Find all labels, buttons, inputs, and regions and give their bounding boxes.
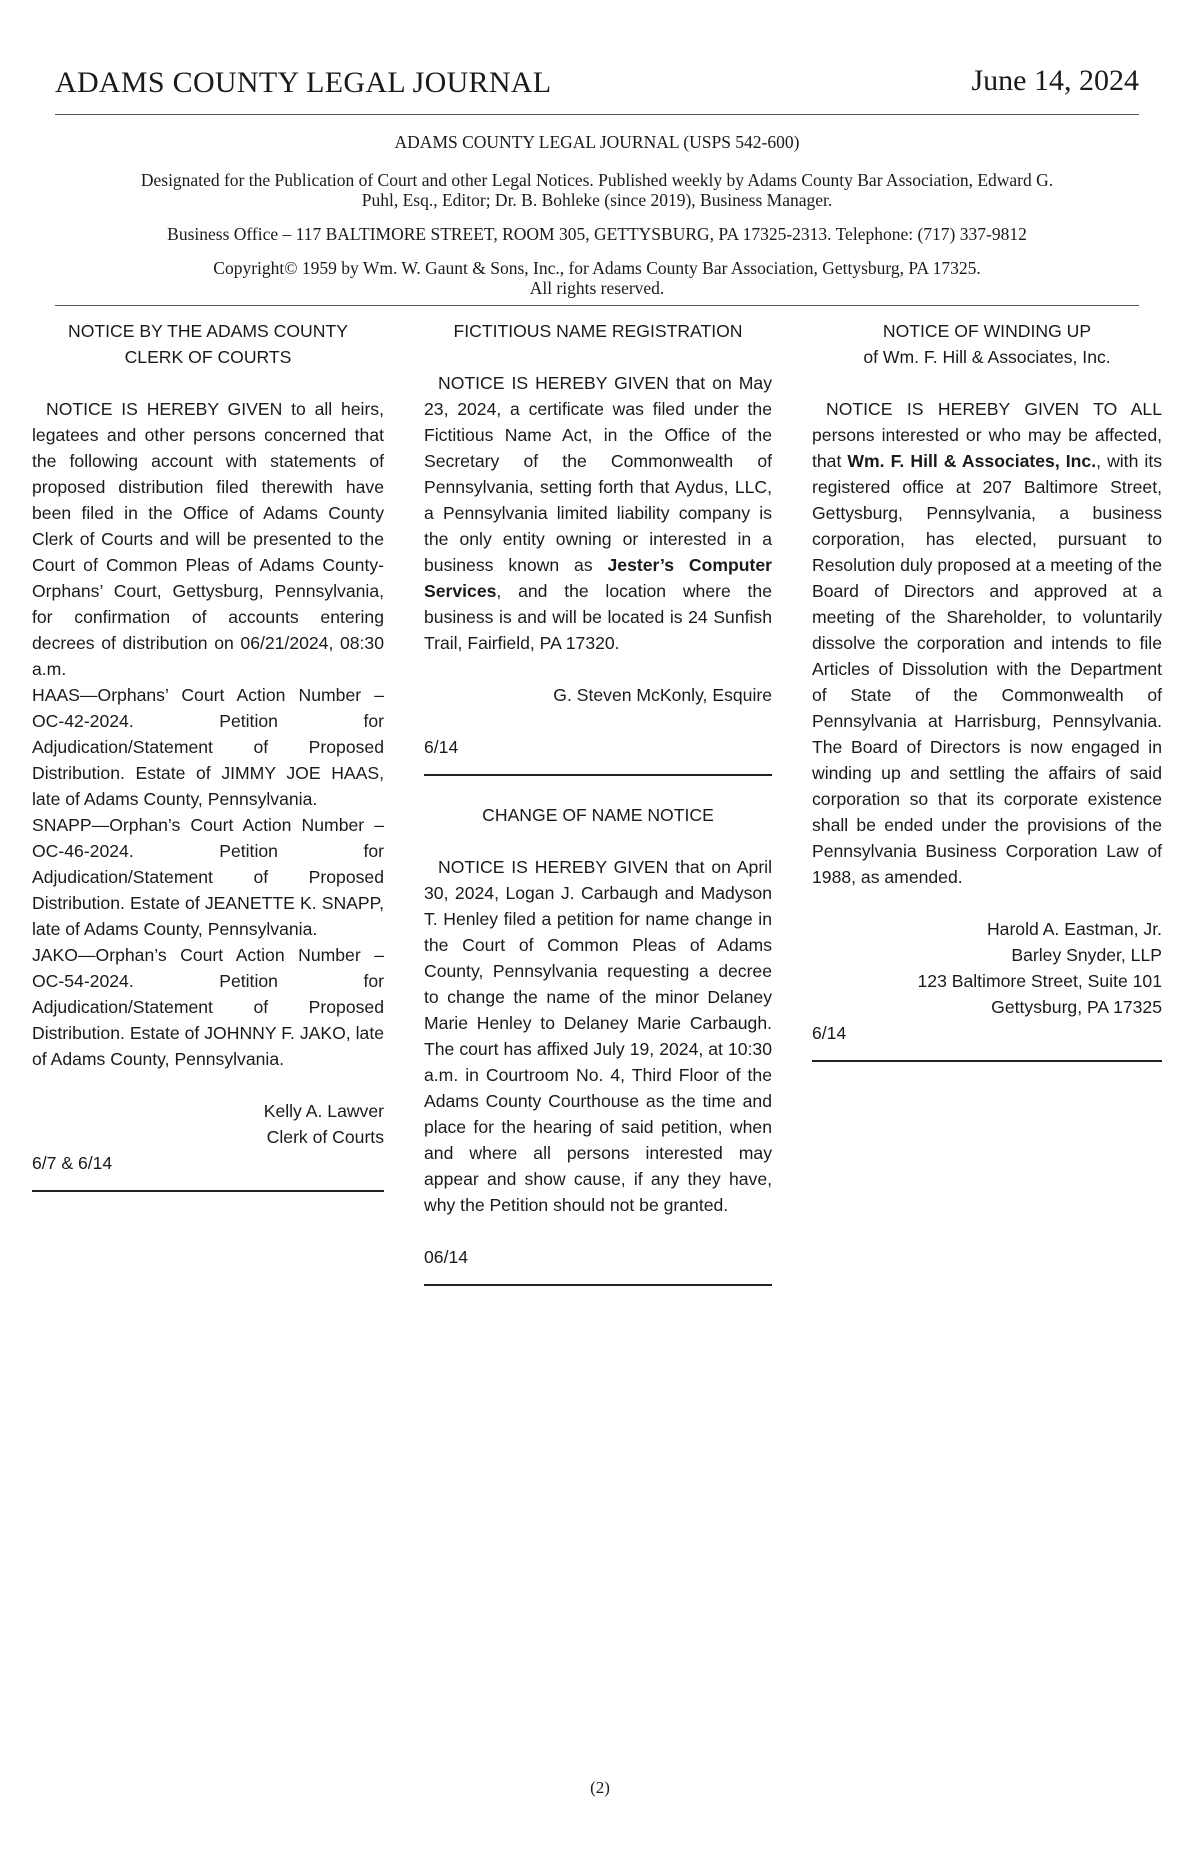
notice-name-change-end-rule — [424, 1284, 772, 1286]
notice-fictitious-heading: FICTITIOUS NAME REGISTRATION — [453, 321, 743, 341]
notice-winding-up-signer-firm: Barley Snyder, LLP — [1011, 945, 1162, 965]
notice-name-change-body: NOTICE IS HEREBY GIVEN that on April 30, 2024, Logan J. Carbaugh and Madyson T. Henley filed a petition for name change in the Court of Common Pleas of Adams County, Pennsylvania requesting a decree to change the name of the minor Delaney Marie Henley to Delaney Marie Carbaugh. The court has affixed July 19, 2024, at 10:30 a.m. in Courtroom No. 4, Third Floor of the Adams County Courthouse as the time and place for the hearing of said petition, when and where all persons interested may appear and show cause, if any they have, why the Petition should not be granted. — [424, 857, 772, 1215]
notice-winding-up-heading-line2: of Wm. F. Hill & Associates, Inc. — [863, 347, 1111, 367]
journal-title: ADAMS COUNTY LEGAL JOURNAL — [55, 66, 552, 99]
masthead-rule — [55, 305, 1139, 306]
notice-winding-up-dates: 6/14 — [812, 1023, 847, 1043]
notice-clerk-of-courts — [32, 318, 384, 1192]
notice-fictitious-body-after: , and the location where the business is and will be located is 24 Sunfish Trail, Fairfield, PA 17320. — [424, 581, 772, 653]
notice-name-change-dates: 06/14 — [424, 1247, 469, 1267]
notice-clerk-dates: 6/7 & 6/14 — [32, 1153, 113, 1173]
notice-fictitious-business-name: Jester’s Computer Services — [424, 555, 772, 601]
notice-winding-up-heading-line1: NOTICE OF WINDING UP — [882, 321, 1092, 341]
notice-winding-up-signer-address2: Gettysburg, PA 17325 — [991, 997, 1162, 1017]
notice-clerk-body: NOTICE IS HEREBY GIVEN to all heirs, legatees and other persons concerned that the following account with statements of proposed distribution filed therewith have been filed in the Office of Adams County Clerk of Courts and will be presented to the Court of Common Pleas of Adams County-Orphans’ Court, Gettysburg, Pennsylvania, for confirmation of accounts entering decrees of distribution on 06/21/2024, 08:30 a.m. — [32, 399, 384, 679]
issue-date: June 14, 2024 — [971, 64, 1139, 97]
notice-winding-up-end-rule — [812, 1060, 1162, 1062]
masthead — [55, 132, 1139, 312]
notice-clerk-heading-line1: NOTICE BY THE ADAMS COUNTY — [68, 321, 348, 341]
masthead-copyright-line2: All rights reserved. — [529, 278, 665, 298]
masthead-publication: ADAMS COUNTY LEGAL JOURNAL (USPS 542-600) — [394, 132, 800, 152]
masthead-designation-line1: Designated for the Publication of Court and other Legal Notices. Published weekly by Adams County Bar Association, Edward G. — [140, 170, 1054, 190]
notice-fictitious-body — [424, 370, 772, 656]
masthead-designation-line2: Puhl, Esq., Editor; Dr. B. Bohleke (since 2019), Business Manager. — [361, 190, 833, 210]
notice-clerk-heading-line2: CLERK OF COURTS — [124, 347, 292, 367]
masthead-copyright-line1: Copyright© 1959 by Wm. W. Gaunt & Sons, Inc., for Adams County Bar Association, Gettysburg, PA 17325. — [213, 258, 981, 278]
notice-clerk-entry-snapp: SNAPP—Orphan’s Court Action Number – OC-46-2024. Petition for Adjudication/Statement of Proposed Distribution. Estate of JEANETTE K. SNAPP, late of Adams County, Pennsylvania. — [32, 815, 384, 939]
notice-winding-up-signer-name: Harold A. Eastman, Jr. — [986, 919, 1162, 939]
notice-winding-up-body-before: NOTICE IS HEREBY GIVEN TO ALL persons interested or who may be affected, that — [812, 399, 1162, 471]
notice-clerk-signer-name: Kelly A. Lawver — [263, 1101, 384, 1121]
page-number: (2) — [590, 1778, 610, 1797]
notice-clerk-entry-jako: JAKO—Orphan’s Court Action Number – OC-54-2024. Petition for Adjudication/Statement of Proposed Distribution. Estate of JOHNNY F. JAKO, late of Adams County, Pennsylvania. — [32, 945, 384, 1069]
notice-winding-up-body-after: , with its registered office at 207 Baltimore Street, Gettysburg, Pennsylvania, a business corporation, has elected, pursuant to Resolution duly proposed at a meeting of the Board of Directors and approved at a meeting of the Shareholder, to voluntarily dissolve the corporation and intends to file Articles of Dissolution with the Department of State of the Commonwealth of Pennsylvania at Harrisburg, Pennsylvania. The Board of Directors is now engaged in winding up and settling the affairs of said corporation so that its corporate existence shall be ended under the provisions of the Pennsylvania Business Corporation Law of 1988, as amended. — [812, 451, 1163, 887]
notice-fictitious-dates: 6/14 — [424, 737, 459, 757]
notice-winding-up-body — [812, 396, 1162, 890]
masthead-copyright — [55, 258, 1139, 298]
notice-clerk-signer-title: Clerk of Courts — [266, 1127, 384, 1147]
notice-winding-up — [812, 318, 1162, 1062]
notice-winding-up-signer-address1: 123 Baltimore Street, Suite 101 — [917, 971, 1162, 991]
masthead-business-office: Business Office – 117 BALTIMORE STREET, ROOM 305, GETTYSBURG, PA 17325-2313. Telephone: (717) 337-9812 — [167, 224, 1027, 244]
notice-fictitious-signer: G. Steven McKonly, Esquire — [553, 685, 772, 705]
notice-name-change-heading: CHANGE OF NAME NOTICE — [482, 805, 714, 825]
notice-fictitious-body-before: NOTICE IS HEREBY GIVEN that on May 23, 2024, a certificate was filed under the Fictitious Name Act, in the Office of the Secretary of the Commonwealth of Pennsylvania, setting forth that Aydus, LLC, a Pennsylvania limited liability company is the only entity owning or interested in a business known as — [424, 373, 772, 575]
notice-clerk-entry-haas: HAAS—Orphans’ Court Action Number – OC-42-2024. Petition for Adjudication/Statement of Proposed Distribution. Estate of JIMMY JOE HAAS, late of Adams County, Pennsylvania. — [32, 685, 384, 809]
notice-clerk-end-rule — [32, 1190, 384, 1192]
notice-fictitious-and-name-change — [424, 318, 772, 1286]
notice-winding-up-company-name: Wm. F. Hill & Associates, Inc. — [847, 451, 1097, 471]
masthead-designation — [55, 170, 1139, 210]
header-rule — [55, 114, 1139, 115]
